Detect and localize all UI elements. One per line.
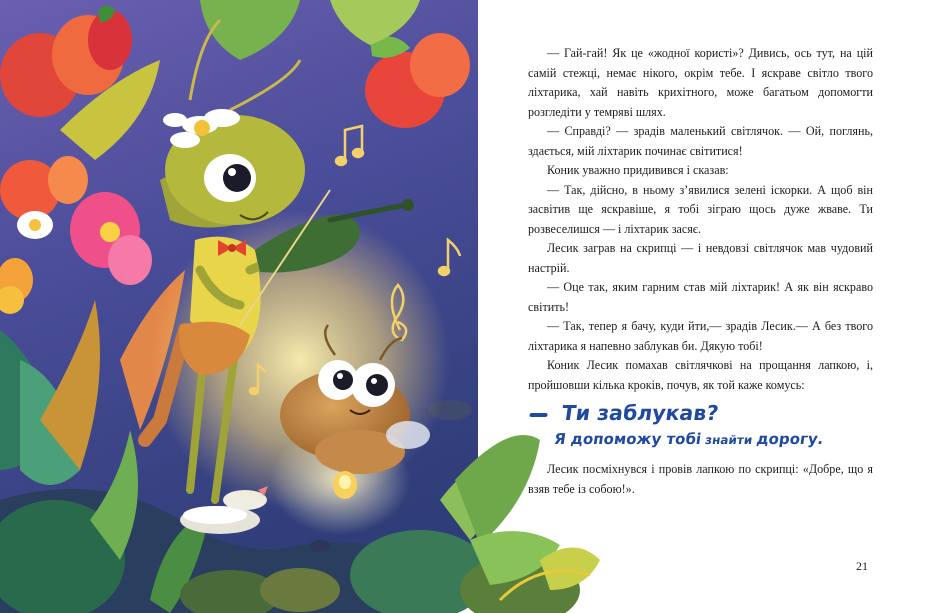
text-column	[528, 44, 873, 499]
callout-quote	[524, 400, 876, 452]
paragraph: — Так, дійсно, в ньому з’явилися зелені іскорки. А щоб він засвітив ще яскравіше, я тобі зіграю щось дуже жваве. Ти розвеселишся — і ліхтарик засяє.	[528, 182, 873, 236]
paragraph: — Гай-гай! Як це «жодної користі»? Дивись, ось тут, на цій самій стежці, немає нікого, окрім тебе. І яскраве світло твого ліхтарика, хай навіть крихітного, може багатьом допомогти розгледіти у темряві шлях.	[528, 46, 873, 119]
callout-text-2b: знайти	[700, 433, 758, 447]
callout-line-1	[528, 400, 877, 427]
paragraph: Лесик заграв на скрипці — і невдовзі світлячок мав чудовий настрій.	[528, 241, 873, 275]
callout-text-2a: Я допоможу тобі	[552, 430, 703, 448]
callout-text-1: Ти заблукав?	[560, 401, 721, 425]
paragraph: — Справді? — зрадів маленький світлячок. — Ой, поглянь, здається, мій ліхтарик починає світитися!	[528, 124, 873, 158]
page-number: 21	[856, 559, 868, 573]
paragraph: Коник уважно придивився і сказав:	[547, 163, 729, 177]
callout-line-2	[524, 427, 873, 452]
closing-paragraph: Лесик посміхнувся і провів лапкою по скрипці: «Добре, що я взяв тебе із собою!».	[528, 462, 873, 496]
paragraph: Коник Лесик помахав світлячкові на прощання лапкою, і, пройшовши кілька кроків, почув, як той каже комусь:	[528, 358, 873, 392]
callout-dash	[529, 413, 548, 417]
paragraph: — Оце так, яким гарним став мій ліхтарик! А як він яскраво світить!	[528, 280, 873, 314]
callout-text-2c: дорогу.	[755, 430, 825, 448]
paragraph: — Так, тепер я бачу, куди йти,— зрадів Лесик.— А без твого ліхтарика я напевно заблукав би. Дякую тобі!	[528, 319, 873, 353]
